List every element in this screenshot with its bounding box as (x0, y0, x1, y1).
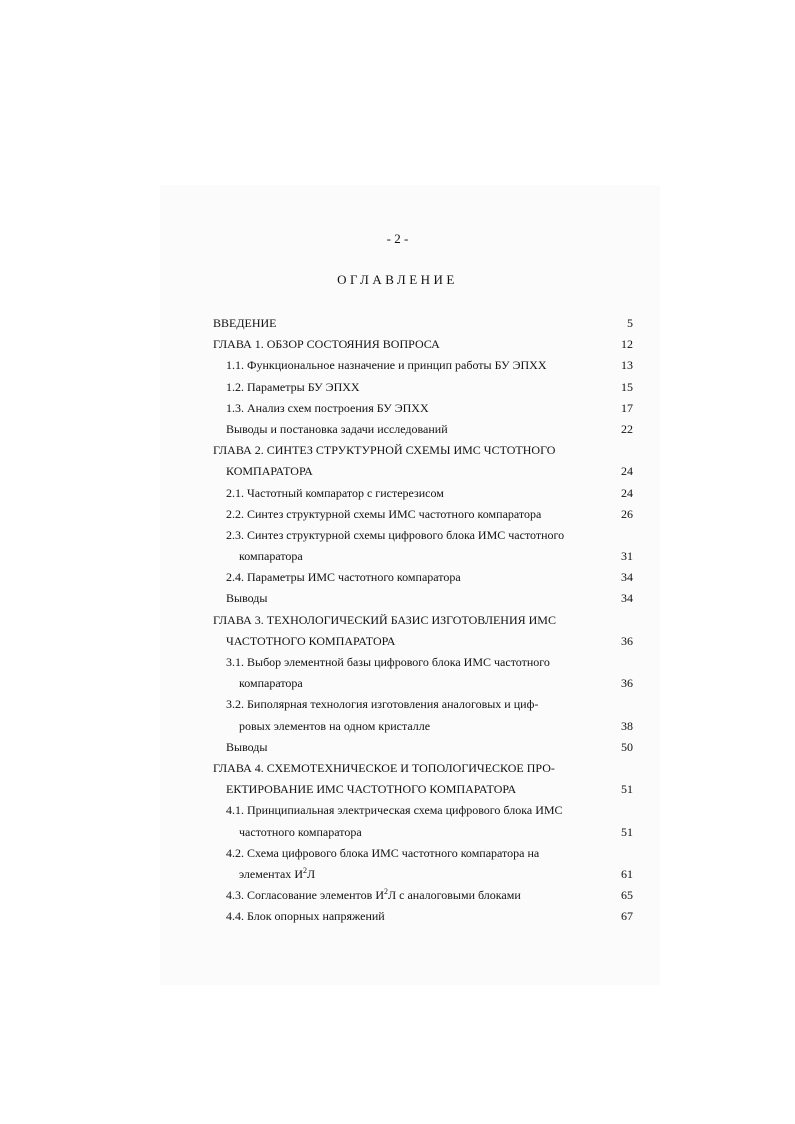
toc-entry-page: 51 (621, 782, 633, 797)
toc-entry-text: Выводы (226, 591, 268, 606)
toc-entry-text: ЧАСТОТНОГО КОМПАРАТОРА (226, 633, 396, 648)
toc-entry (213, 355, 633, 376)
toc-entry-page: 24 (621, 485, 633, 500)
toc-entry-text: 2.3. Синтез структурной схемы цифрового блока ИМС частотного (226, 527, 565, 542)
toc-entry (213, 525, 633, 546)
toc-entry (213, 800, 633, 821)
toc-entry (213, 779, 633, 800)
toc-entry (213, 483, 633, 504)
toc-entry-text: ВВЕДЕНИЕ (213, 316, 277, 330)
toc-entry-text: 3.1. Выбор элементной базы цифрового блока ИМС частотного (226, 655, 550, 669)
toc-entry-page: 34 (621, 570, 633, 585)
toc-entry-text: 4.2. Схема цифрового блока ИМС частотного компаратора на (226, 845, 540, 860)
toc-entry (213, 504, 633, 525)
toc-entry (213, 610, 633, 631)
toc-entry-page: 31 (621, 549, 633, 564)
toc-entry (213, 419, 633, 440)
toc-entry-text: Выводы и постановка задачи исследований (226, 421, 448, 436)
toc-entry (213, 716, 633, 737)
toc-entry (213, 334, 633, 355)
toc-entry (213, 843, 633, 864)
toc-entry (213, 906, 633, 927)
toc-entry-text: 4.4. Блок опорных напряжений (226, 909, 385, 924)
toc-entry-text: 1.2. Параметры БУ ЭПХХ (226, 379, 360, 394)
toc-entry-page: 34 (621, 591, 633, 606)
toc-entry (213, 546, 633, 567)
toc-entry-text: КОМПАРАТОРА (226, 464, 313, 479)
toc-title: ОГЛАВЛЕНИЕ (337, 272, 458, 287)
toc-entry-text: 2.4. Параметры ИМС частотного компаратора (226, 570, 461, 585)
toc-entry (213, 694, 633, 715)
toc-entry-text: 3.2. Биполярная технология изготовления аналоговых и циф- (226, 697, 539, 712)
toc-entry-page: 12 (621, 337, 633, 352)
toc-entry-text: 2.2. Синтез структурной схемы ИМС частотного компаратора (226, 506, 542, 521)
toc-entry-page: 67 (621, 909, 633, 924)
toc-entry-page: 17 (621, 400, 633, 415)
toc-entry-text: элементах $И^2Л$ (239, 865, 316, 881)
toc-entry-text: ГЛАВА 2. СИНТЕЗ СТРУКТУРНОЙ СХЕМЫ ИМС ЧСТОТНОГО (213, 443, 556, 458)
toc-entry (213, 377, 633, 398)
toc-entry-page: 50 (621, 739, 633, 754)
toc-entry-text: ЕКТИРОВАНИЕ ИМС ЧАСТОТНОГО КОМПАРАТОРА (226, 782, 517, 797)
toc-entry (213, 673, 633, 694)
toc-entry-text: 1.3. Анализ схем построения БУ ЭПХХ (226, 400, 429, 415)
toc-entry-page: 15 (621, 379, 633, 394)
toc-entry-page: 5 (627, 316, 633, 330)
toc-entry (213, 567, 633, 588)
toc-entry-page: 36 (621, 633, 633, 648)
toc-entry-page: 51 (621, 824, 633, 839)
toc-entry (213, 652, 633, 673)
toc-entry-text: компаратора (239, 676, 303, 691)
toc-entry-page: 22 (621, 421, 633, 436)
toc-entry-page: 26 (621, 506, 633, 521)
toc-entry (213, 313, 633, 334)
toc-entry-text: ГЛАВА 1. ОБЗОР СОСТОЯНИЯ ВОПРОСА (213, 337, 440, 352)
toc-entry (213, 440, 633, 461)
toc-entry-text: 1.1. Функциональное назначение и принцип работы БУ ЭПХХ (226, 358, 547, 373)
toc-entry (213, 588, 633, 609)
toc-entry (213, 885, 633, 906)
toc-entry-text: 4.1. Принципиальная электрическая схема цифрового блока ИМС (226, 803, 563, 818)
toc-entry (213, 864, 633, 885)
toc-entry-page: 36 (621, 676, 633, 691)
toc-entry (213, 758, 633, 779)
toc-entry-text: частотного компаратора (239, 824, 362, 839)
toc-entry (213, 737, 633, 758)
toc-entry-page: 38 (621, 718, 633, 733)
table-of-contents (213, 313, 633, 927)
toc-entry-page: 61 (621, 866, 633, 881)
toc-entry-text: 2.1. Частотный компаратор с гистерезисом (226, 485, 444, 500)
toc-entry-page: 65 (621, 888, 633, 903)
toc-entry (213, 631, 633, 652)
toc-entry-page: 13 (621, 358, 633, 373)
toc-entry-text: компаратора (239, 549, 303, 564)
toc-entry (213, 461, 633, 482)
toc-entry-text: ровых элементов на одном кристалле (239, 718, 431, 733)
toc-entry-text: ГЛАВА 3. ТЕХНОЛОГИЧЕСКИЙ БАЗИС ИЗГОТОВЛЕНИЯ ИМС (213, 612, 556, 627)
toc-entry-text: 4.3. Согласование элементов $И^2Л$ с аналоговыми блоками (226, 887, 521, 903)
toc-entry (213, 398, 633, 419)
toc-entry-page: 24 (621, 464, 633, 479)
toc-entry-text: ГЛАВА 4. СХЕМОТЕХНИЧЕСКОЕ И ТОПОЛОГИЧЕСКОЕ ПРО- (213, 760, 555, 775)
toc-entry-text: Выводы (226, 739, 268, 754)
page-number: - 2 - (386, 231, 409, 246)
toc-entry (213, 822, 633, 843)
